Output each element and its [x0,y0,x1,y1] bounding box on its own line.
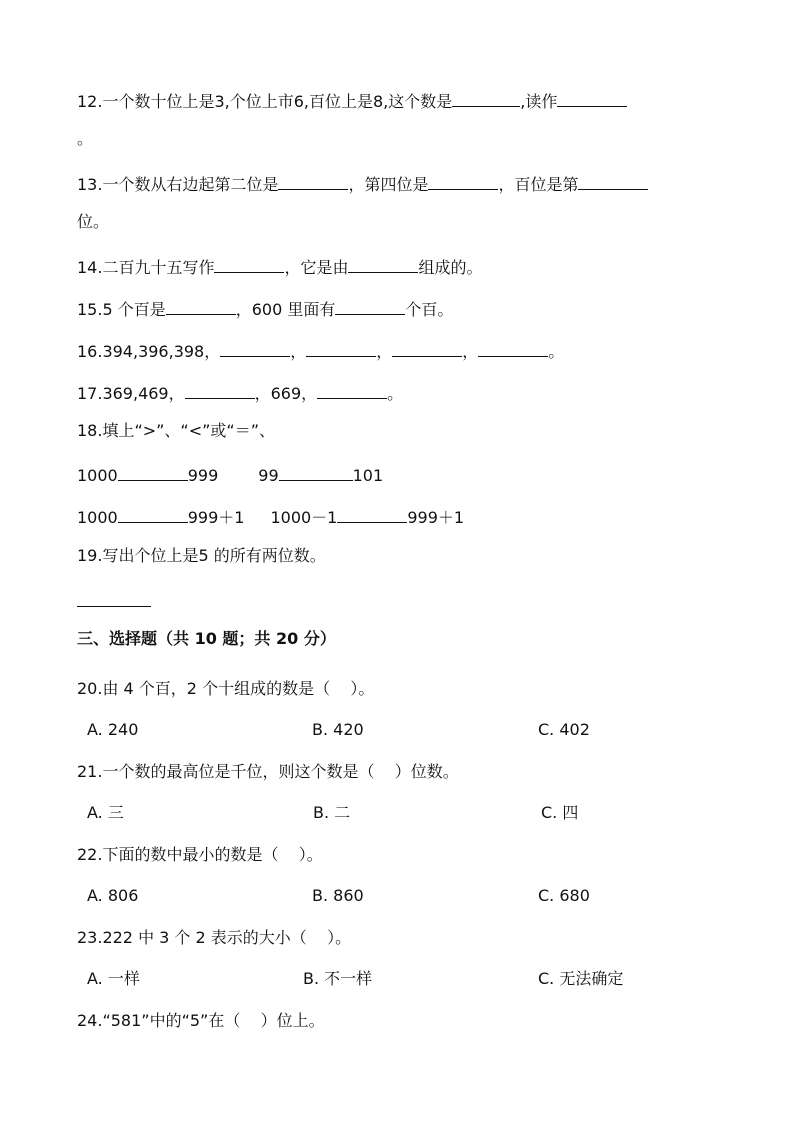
question-17-text: 17.369,469， [77,384,185,403]
question-13-text: 13.一个数从右边起第二位是 [77,175,279,194]
answer-blank[interactable] [166,296,236,315]
question-12-continuation: 。 [77,129,94,148]
question-17-text: ，669， [254,384,318,403]
question-15-text: 个百。 [405,300,454,319]
question-14-text: ，它是由 [284,258,349,277]
section-3-title: 三、选择题（共 10 题；共 20 分） [77,629,336,648]
answer-blank[interactable] [118,504,188,523]
question-18-row-1 [77,462,383,487]
option-b[interactable]: B. 860 [312,886,364,905]
answer-blank[interactable] [220,338,290,357]
question-12-text: 12.一个数十位上是3,个位上市6,百位上是8,这个数是 [77,92,453,111]
question-12-text: ,读作 [520,92,558,111]
answer-blank[interactable] [279,462,353,481]
question-16 [77,338,564,363]
answer-blank[interactable] [452,88,520,107]
question-21: 21.一个数的最高位是千位，则这个数是（ ）位数。 [77,762,459,781]
question-20: 20.由 4 个百，2 个十组成的数是（ ）。 [77,679,375,698]
question-15-text: 15.5 个百是 [77,300,166,319]
question-18-row-2 [77,504,464,529]
answer-blank[interactable] [392,338,462,357]
option-a[interactable]: A. 一样 [87,969,140,988]
option-a[interactable]: A. 806 [87,886,139,905]
question-13-text: ，第四位是 [348,175,429,194]
question-15-text: ，600 里面有 [235,300,336,319]
question-23: 23.222 中 3 个 2 表示的大小（ ）。 [77,928,352,947]
compare-left: 1000 [77,466,118,485]
answer-blank[interactable] [428,171,498,190]
option-c[interactable]: C. 680 [538,886,590,905]
question-19-answer [77,588,151,613]
question-14-text: 14.二百九十五写作 [77,258,215,277]
question-19: 19.写出个位上是5 的所有两位数。 [77,546,326,565]
answer-blank[interactable] [317,380,387,399]
question-13-continuation: 位。 [77,212,110,231]
question-16-end: 。 [548,342,565,361]
question-16-text: 16.394,396,398， [77,342,221,361]
compare-right: 999＋1 [187,508,245,527]
answer-blank[interactable] [578,171,648,190]
question-17-text: 。 [387,384,404,403]
question-14 [77,254,482,279]
question-13 [77,171,648,196]
option-a[interactable]: A. 240 [87,720,139,739]
compare-right: 999＋1 [407,508,465,527]
question-18-title: 18.填上“>”、“<”或“＝”、 [77,421,275,440]
compare-left: 1000－1 [270,508,338,527]
answer-blank[interactable] [77,588,151,607]
compare-left: 1000 [77,508,118,527]
option-c[interactable]: C. 无法确定 [538,969,624,988]
question-15 [77,296,453,321]
question-12 [77,88,627,113]
question-24: 24.“581”中的“5”在（ ）位上。 [77,1011,325,1030]
separator: ， [290,342,307,361]
question-13-text: ，百位是第 [498,175,579,194]
answer-blank[interactable] [118,462,188,481]
answer-blank[interactable] [278,171,348,190]
question-17 [77,380,403,405]
option-a[interactable]: A. 三 [87,803,124,822]
answer-blank[interactable] [214,254,284,273]
option-b[interactable]: B. 420 [312,720,364,739]
compare-right: 101 [352,466,384,485]
answer-blank[interactable] [348,254,418,273]
answer-blank[interactable] [185,380,255,399]
answer-blank[interactable] [557,88,627,107]
compare-left: 99 [258,466,279,485]
option-b[interactable]: B. 二 [313,803,351,822]
answer-blank[interactable] [335,296,405,315]
answer-blank[interactable] [478,338,548,357]
option-c[interactable]: C. 402 [538,720,590,739]
option-b[interactable]: B. 不一样 [303,969,373,988]
question-14-text: 组成的。 [418,258,483,277]
question-22: 22.下面的数中最小的数是（ ）。 [77,845,323,864]
separator: ， [376,342,393,361]
answer-blank[interactable] [306,338,376,357]
compare-right: 999 [187,466,219,485]
answer-blank[interactable] [337,504,407,523]
option-c[interactable]: C. 四 [541,803,579,822]
separator: ， [462,342,479,361]
